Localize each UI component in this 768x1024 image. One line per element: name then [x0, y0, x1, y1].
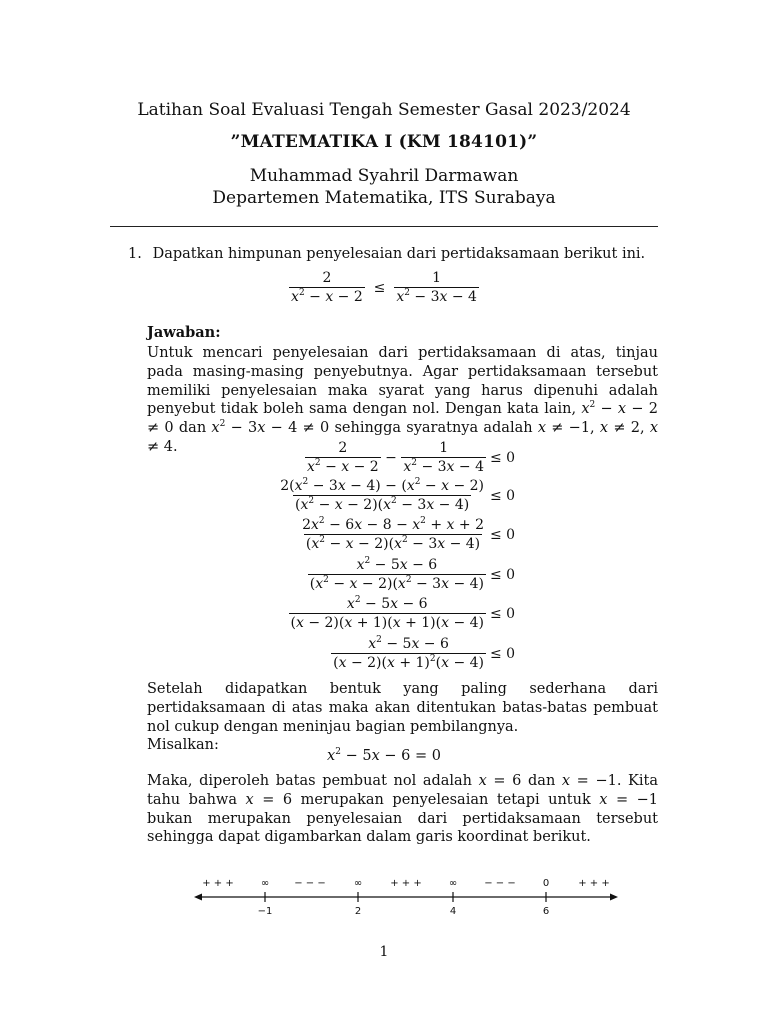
- number-line-diagram: [190, 872, 620, 922]
- step-4: $\frac{x^2 - 5x - 6}{(x^2 - x - 2)(x^2 - 3x - 4)}$ ≤ 0: [309, 556, 516, 592]
- misalkan-text: Misalkan:: [147, 737, 219, 754]
- question-1: [128, 246, 645, 262]
- sign-label: ∞: [353, 878, 363, 889]
- conclusion-dan: dan: [521, 773, 562, 789]
- zero-equation: $x^2 - 5x - 6 = 0$: [327, 747, 441, 764]
- sign-label: + + +: [578, 878, 610, 889]
- tick-label: 2: [354, 906, 362, 917]
- answer-label: Jawaban:: [147, 324, 221, 341]
- step-5: $\frac{x^2 - 5x - 6}{(x - 2)(x + 1)(x + 1)(x - 4)}$ ≤ 0: [290, 595, 516, 631]
- tick-label: 4: [449, 906, 457, 917]
- department-name: Departemen Matematika, ITS Surabaya: [212, 188, 556, 208]
- course-title: ”MATEMATIKA I (KM 184101)”: [230, 132, 538, 152]
- answer-intro-b: sehingga syaratnya adalah: [329, 420, 538, 437]
- right-arrow-icon: [610, 894, 618, 901]
- document-title: Latihan Soal Evaluasi Tengah Semester Gasal 2023/2024: [137, 100, 631, 120]
- sign-label: − − −: [484, 878, 516, 889]
- question-number: 1.: [128, 246, 142, 262]
- author-name: Muhammad Syahril Darmawan: [249, 166, 519, 186]
- conclusion-3: merupakan penyelesaian tetapi untuk: [292, 791, 600, 808]
- answer-intro-a: Untuk mencari penyelesaian dari pertidaksamaan di atas, tinjau pada masing-masing penyebutnya. Agar pertidaksamaan tersebut memiliki penyelesaian maka syarat yang harus dipenuhi adalah penyebut tidak boleh sama dengan nol. Dengan kata lain,: [147, 345, 658, 418]
- tick-label: −1: [257, 906, 273, 917]
- conclusion-4: bukan merupakan penyelesaian dari pertidaksamaan tersebut sehingga dapat digambarkan dalam garis koordinat berikut.: [147, 810, 658, 846]
- conclusion-1: Maka, diperoleh batas pembuat nol adalah: [147, 773, 479, 789]
- header-divider: [110, 226, 658, 227]
- sign-label: + + +: [390, 878, 422, 889]
- step-6: $\frac{x^2 - 5x - 6}{(x - 2)(x + 1)^2(x - 4)}$ ≤ 0: [333, 635, 516, 671]
- answer-intro-dan: dan: [173, 420, 212, 437]
- sign-label: + + +: [202, 878, 234, 889]
- step-2: $\frac{2(x^2 - 3x - 4) - (x^2 - x - 2)}{(x^2 - x - 2)(x^2 - 3x - 4)}$ ≤ 0: [280, 477, 516, 513]
- sign-label: ∞: [448, 878, 458, 889]
- after-steps-paragraph: [147, 680, 658, 755]
- left-arrow-icon: [194, 894, 202, 901]
- conclusion-paragraph: Maka, diperoleh batas pembuat nol adalah x = 6 dan x = −1. Kita tahu bahwa x = 6 merupakan penyelesaian tetapi untuk x = −1 bukan merupakan penyelesaian dari pertidaksamaan tersebut sehingga dapat digambarkan dalam garis koordinat berikut.: [147, 773, 659, 846]
- after-steps-text: Setelah didapatkan bentuk yang paling sederhana dari pertidaksamaan di atas maka akan ditentukan batas-batas pembuat nol cukup dengan meninjau bagian pembilangnya.: [147, 681, 658, 735]
- step-3: $\frac{2x^2 - 6x - 8 - x^2 + x + 2}{(x^2 - x - 2)(x^2 - 3x - 4)}$ ≤ 0: [302, 516, 516, 552]
- tick-label: 6: [542, 906, 550, 917]
- answer-intro: Untuk mencari penyelesaian dari pertidaksamaan di atas, tinjau pada masing-masing penyebutnya. Agar pertidaksamaan tersebut memiliki penyelesaian maka syarat yang harus dipenuhi adalah penyebut tidak boleh sama dengan nol. Dengan kata lain, $x^2 - x - 2 \ne 0$ dan $x^2 - 3x - 4 \ne 0$ sehingga syaratnya adalah x ≠ −1, x ≠ 2, x ≠ 4.: [147, 345, 659, 455]
- sign-label: ∞: [260, 878, 270, 889]
- sign-label: 0: [542, 878, 550, 889]
- step-1: $\frac{2}{x^2 - x - 2}$ − $\frac{1}{x^2 - 3x - 4}$ ≤ 0: [306, 440, 516, 475]
- question-inequality: $\frac{2}{x^2 - x - 2}$ ≤ $\frac{1}{x^2 - 3x - 4}$: [291, 270, 477, 305]
- sign-label: − − −: [294, 878, 326, 889]
- conclusion-2: . Kita tahu bahwa: [147, 773, 658, 808]
- question-text: Dapatkan himpunan penyelesaian dari pertidaksamaan berikut ini.: [152, 246, 646, 262]
- page-number: 1: [379, 944, 389, 960]
